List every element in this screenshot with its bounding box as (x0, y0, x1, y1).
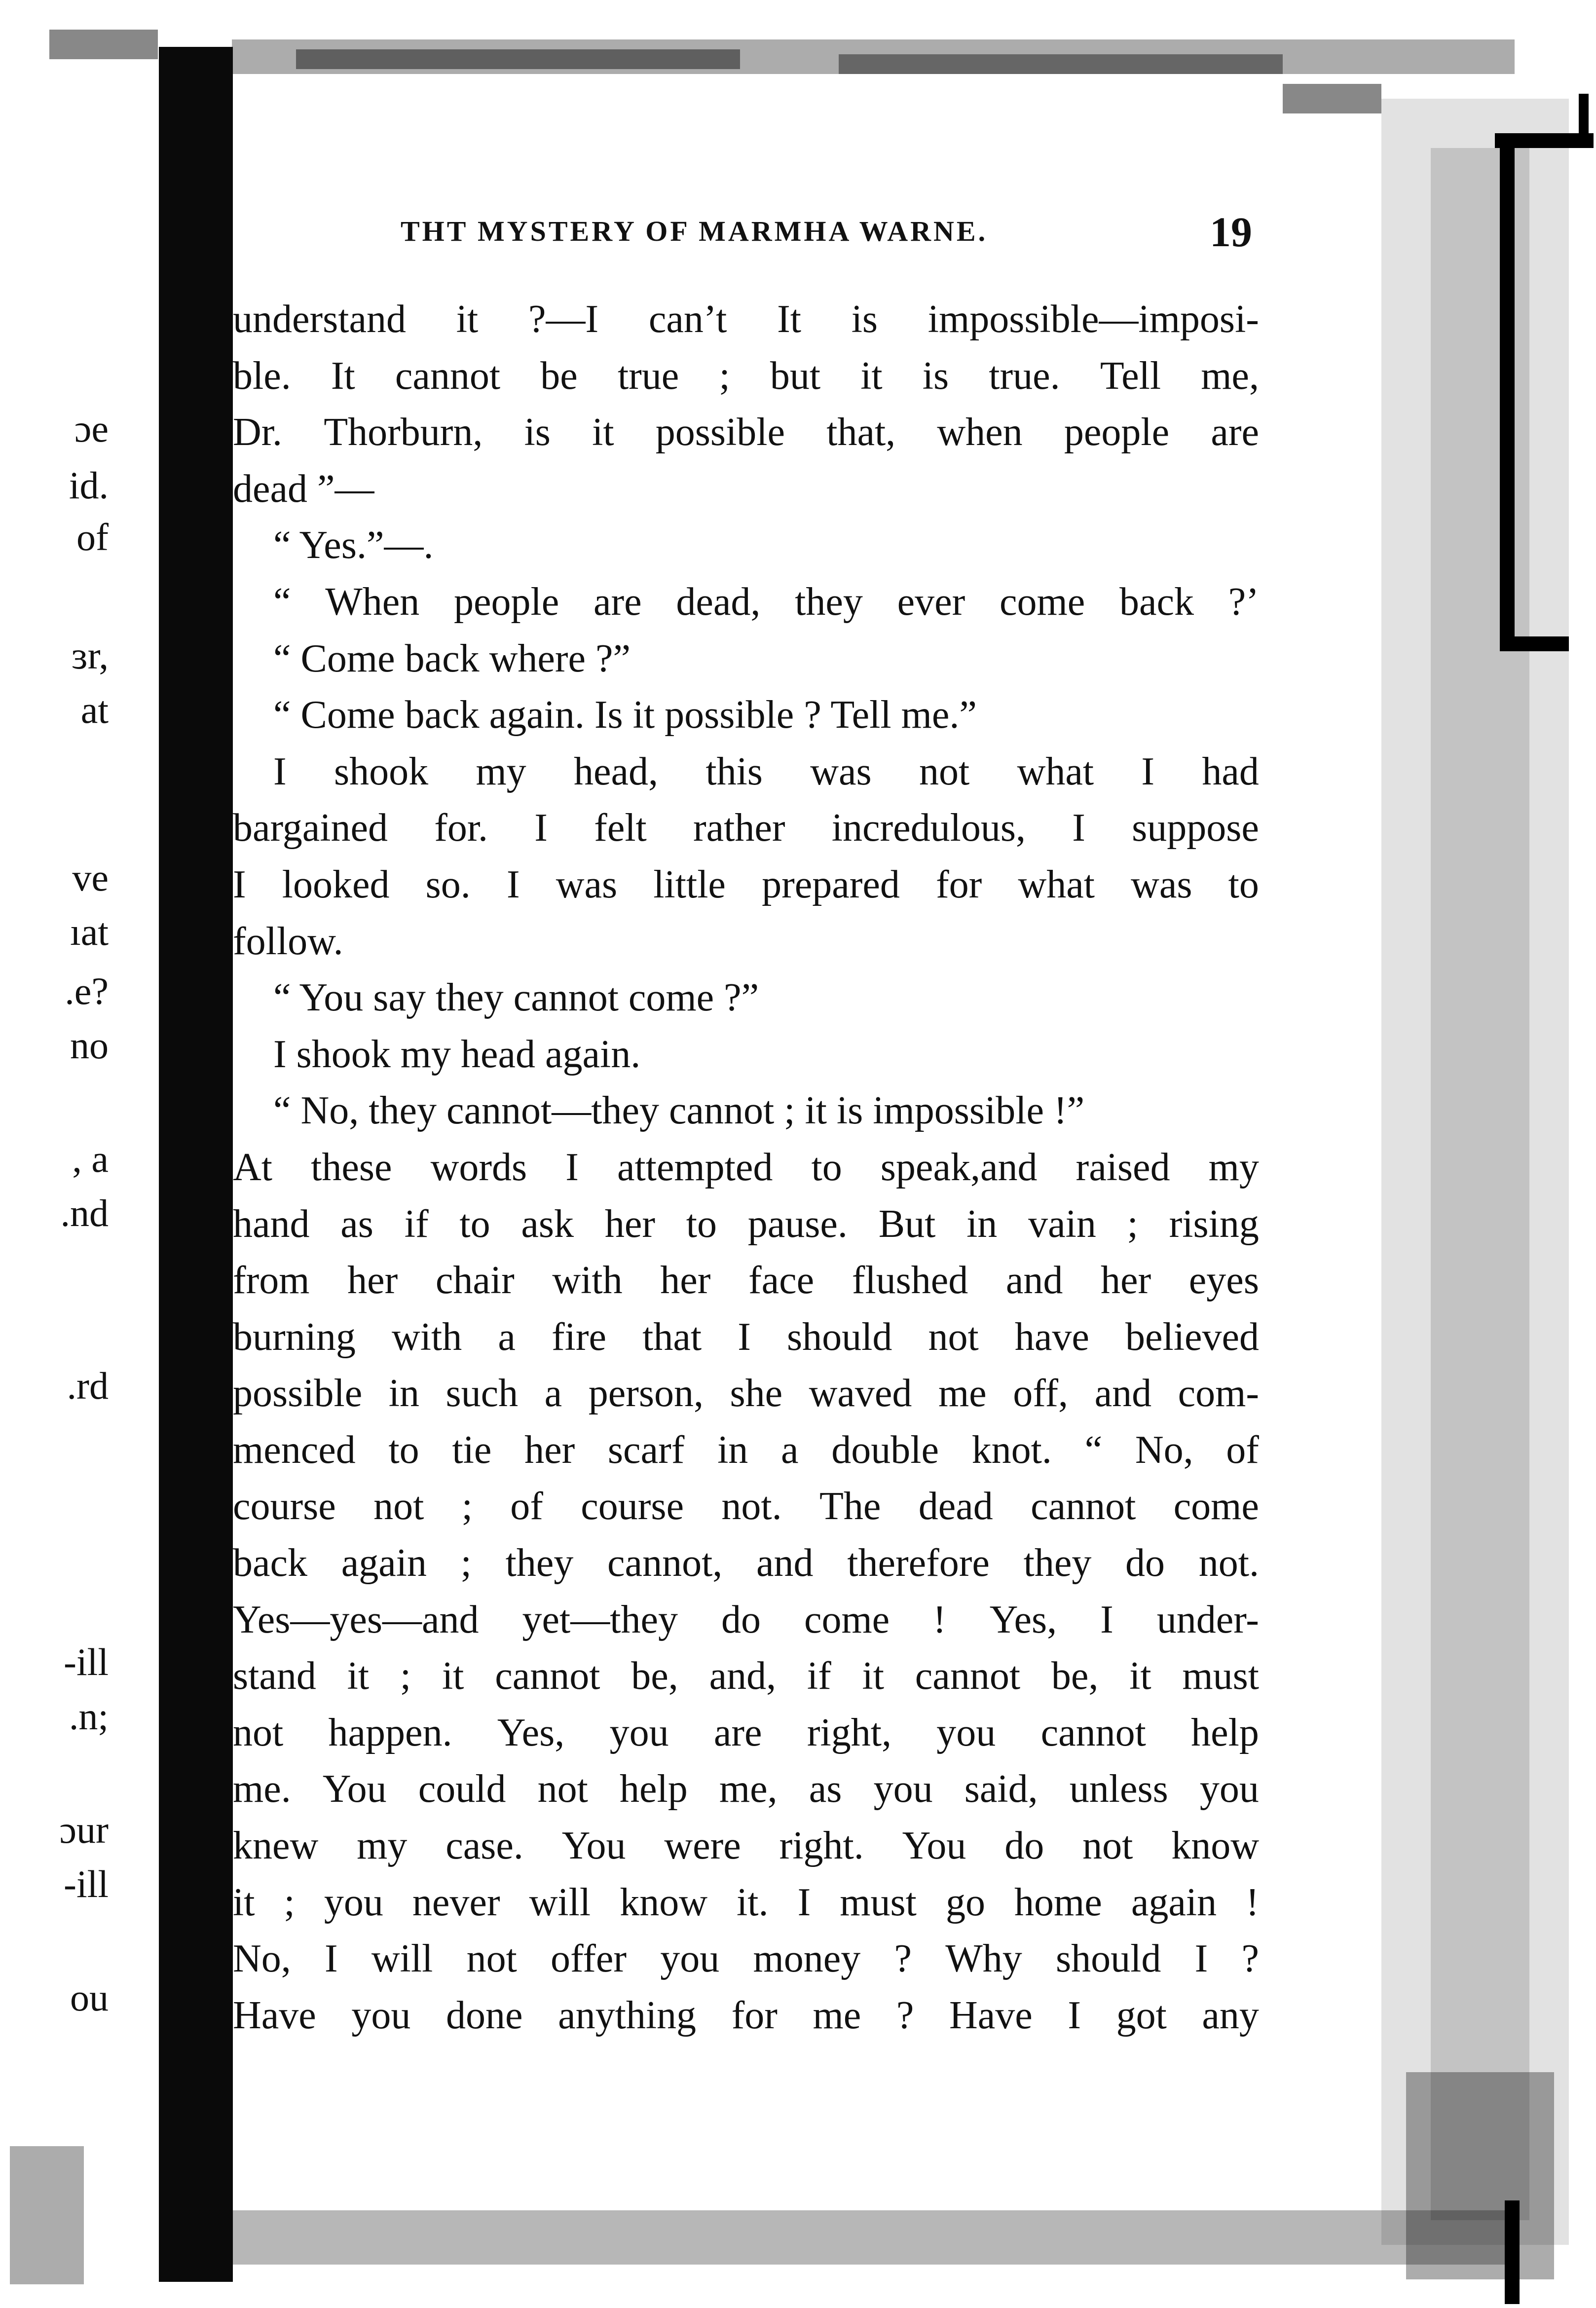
word: dead, (676, 580, 761, 624)
word: with (552, 1259, 623, 1303)
word: yet—they (522, 1598, 678, 1641)
word: Why (945, 1937, 1022, 1981)
word: ? (896, 1993, 914, 2037)
word: happen. (328, 1711, 452, 1754)
word: believed (1125, 1315, 1259, 1359)
word: ! (933, 1598, 946, 1641)
text-line: “ Come back where ?” (273, 636, 631, 680)
word: It (777, 298, 801, 341)
text-line (233, 1705, 1259, 1761)
word: “ (273, 580, 291, 624)
word: again (1131, 1880, 1217, 1924)
word: was (810, 749, 872, 793)
facing-fragment: .e? (65, 969, 109, 1012)
word: not (537, 1767, 588, 1811)
facing-fragment: of (76, 516, 109, 558)
book-page (233, 0, 1596, 2308)
word: her (604, 1202, 655, 1246)
word: but (770, 354, 821, 398)
word: can’t (648, 298, 727, 341)
word: are (713, 1711, 762, 1754)
word: ! (1246, 1880, 1259, 1924)
word: in (717, 1428, 748, 1472)
word: back (1119, 580, 1194, 624)
word: for (936, 862, 982, 906)
word: again (341, 1541, 427, 1585)
word: You (902, 1824, 966, 1868)
body-text (233, 291, 1259, 2044)
word: face (748, 1259, 815, 1303)
word: “ (1084, 1428, 1103, 1472)
facing-fragment: ou (70, 1976, 109, 2019)
word: so. (425, 862, 471, 906)
word: No, (233, 1937, 291, 1981)
word: and (1094, 1372, 1152, 1415)
word: me (938, 1372, 987, 1415)
word: possible (655, 410, 785, 454)
word: not (466, 1937, 517, 1981)
text-line (233, 1987, 1259, 2044)
word: you (609, 1711, 669, 1754)
word: offer (551, 1937, 627, 1981)
text-line: “ Yes.”—. (273, 523, 434, 567)
word: must (1182, 1654, 1259, 1698)
text-line: “ Come back again. Is it possible ? Tell me.” (273, 693, 977, 737)
edge-mark (1505, 2200, 1520, 2304)
word: people (1064, 410, 1170, 454)
word: be (540, 354, 578, 398)
word: Tell (1100, 354, 1161, 398)
word: possible (233, 1372, 363, 1415)
word: tie (452, 1428, 492, 1472)
word: know (1171, 1824, 1259, 1868)
word: not. (721, 1485, 782, 1528)
word: right. (779, 1824, 864, 1868)
word: her (1101, 1259, 1151, 1303)
text-line (233, 1535, 1259, 1592)
word: understand (233, 298, 407, 341)
word: she (730, 1372, 783, 1415)
word: a (498, 1315, 516, 1359)
word: true (617, 354, 679, 398)
word: these (311, 1145, 392, 1189)
word: cannot (1031, 1485, 1136, 1528)
word: money (753, 1937, 861, 1981)
word: they (1023, 1541, 1092, 1585)
word: Dr. (233, 410, 282, 454)
book-gutter (159, 47, 233, 2282)
facing-fragment: ɔe (74, 407, 109, 450)
word: ask (521, 1202, 574, 1246)
word: got (1116, 1993, 1167, 2037)
word: I (233, 862, 246, 906)
word: it (592, 410, 614, 454)
text-line: dead ”— (233, 467, 374, 511)
text-line (233, 1309, 1259, 1366)
word: is (524, 410, 551, 454)
facing-fragment: -ill (64, 1862, 109, 1905)
word: be, (631, 1654, 678, 1698)
word: come (999, 580, 1085, 624)
word: ever (897, 580, 965, 624)
word: any (1202, 1993, 1259, 2037)
word: case. (445, 1824, 523, 1868)
word: if (807, 1654, 831, 1698)
facing-page-fragments (0, 0, 158, 2308)
word: in (966, 1202, 998, 1246)
word: it. (737, 1880, 769, 1924)
text-line (233, 1252, 1259, 1309)
word: must (840, 1880, 917, 1924)
word: come (1173, 1485, 1259, 1528)
word: my (1208, 1145, 1259, 1189)
word: it (1129, 1654, 1151, 1698)
word: I (738, 1315, 751, 1359)
word: cannot (1040, 1711, 1146, 1754)
word: I (797, 1880, 811, 1924)
word: do (1125, 1541, 1165, 1585)
text-line (233, 1592, 1259, 1648)
facing-fragment: at (80, 688, 109, 731)
word: they (505, 1541, 574, 1585)
word: is (922, 354, 949, 398)
word: do (1004, 1824, 1044, 1868)
word: and, (709, 1654, 777, 1698)
word: double (831, 1428, 939, 1472)
word: me, (1201, 354, 1259, 398)
word: ? (894, 1937, 912, 1981)
word: attempted (617, 1145, 773, 1189)
word: it (456, 298, 479, 341)
word: shook (334, 749, 429, 793)
word: to (459, 1202, 490, 1246)
word: me (813, 1993, 861, 2037)
word: dead (918, 1485, 993, 1528)
word: it (347, 1654, 370, 1698)
word: come (804, 1598, 890, 1641)
running-title: THT MYSTERY OF MARMHA WARNE. (401, 215, 988, 247)
word: At (233, 1145, 272, 1189)
word: will (371, 1937, 433, 1981)
text-line (233, 1931, 1259, 1987)
word: I (565, 1145, 579, 1189)
word: be, (1051, 1654, 1099, 1698)
word: if (404, 1202, 429, 1246)
word: to (811, 1145, 842, 1189)
edge-mark (1579, 94, 1589, 138)
text-line (233, 1648, 1259, 1705)
edge-mark (1500, 636, 1569, 651)
word: I (273, 749, 287, 793)
word: under- (1156, 1598, 1259, 1641)
word: menced (233, 1428, 356, 1472)
word: me, (719, 1767, 778, 1811)
word: words (430, 1145, 527, 1189)
facing-fragment: ɔur (59, 1808, 109, 1851)
word: suppose (1132, 806, 1259, 850)
word: to (686, 1202, 717, 1246)
text-line (233, 1761, 1259, 1818)
word: cannot (395, 354, 501, 398)
word: bargained (233, 806, 388, 850)
word: right, (807, 1711, 891, 1754)
word: waved (809, 1372, 912, 1415)
facing-fragment: id. (69, 464, 109, 507)
word: ; (461, 1485, 473, 1528)
word: fire (552, 1315, 607, 1359)
word: of (1226, 1428, 1259, 1472)
word: you (324, 1880, 383, 1924)
word: speak,and (880, 1145, 1038, 1189)
word: it (860, 354, 883, 398)
word: and (1005, 1259, 1063, 1303)
word: rather (693, 806, 785, 850)
word: rising (1169, 1202, 1259, 1246)
text-line: follow. (233, 919, 343, 963)
word: It (331, 354, 355, 398)
facing-fragment: ve (72, 856, 109, 899)
word: Have (949, 1993, 1033, 2037)
text-line (233, 574, 1259, 631)
word: Yes, (497, 1711, 565, 1754)
text-line (233, 291, 1259, 348)
word: ?’ (1228, 580, 1259, 624)
running-header (233, 207, 1535, 261)
word: are (1211, 410, 1259, 454)
text-line: “ You say they cannot come ?” (273, 976, 759, 1020)
facing-fragment: , a (72, 1137, 109, 1180)
word: ?—I (528, 298, 599, 341)
word: hand (233, 1202, 310, 1246)
word: back (233, 1541, 308, 1585)
word: You (561, 1824, 626, 1868)
word: of (510, 1485, 543, 1528)
word: No, (1135, 1428, 1193, 1472)
word: know (620, 1880, 707, 1924)
word: should (787, 1315, 892, 1359)
text-line (233, 744, 1259, 800)
word: person, (588, 1372, 704, 1415)
facing-fragment: .rd (67, 1364, 109, 1407)
word: little (653, 862, 726, 906)
word: for. (434, 806, 488, 850)
word: people (454, 580, 559, 624)
text-line (233, 1818, 1259, 1874)
word: I (1072, 806, 1085, 850)
word: this (705, 749, 763, 793)
word: Yes—yes—and (233, 1598, 479, 1641)
word: cannot, (607, 1541, 723, 1585)
word: me. (233, 1767, 291, 1811)
text-line (233, 800, 1259, 856)
facing-fragment: -ill (64, 1640, 109, 1683)
word: prepared (762, 862, 900, 906)
facing-fragment: .nd (60, 1191, 109, 1234)
word: ? (1241, 1937, 1259, 1981)
word: to (388, 1428, 419, 1472)
word: as (340, 1202, 373, 1246)
word: they (795, 580, 863, 624)
word: felt (594, 806, 647, 850)
word: was (556, 862, 618, 906)
word: her (347, 1259, 398, 1303)
word: course (233, 1485, 336, 1528)
text-line (233, 1139, 1259, 1196)
word: that, (826, 410, 896, 454)
word: true. (989, 354, 1060, 398)
word: ble. (233, 354, 291, 398)
word: scarf (607, 1428, 685, 1472)
word: vain (1028, 1202, 1096, 1246)
word: pause. (747, 1202, 848, 1246)
word: not (928, 1315, 979, 1359)
word: not. (1198, 1541, 1259, 1585)
word: was (1131, 862, 1192, 906)
word: impossible—imposi- (928, 298, 1259, 341)
text-line (233, 404, 1259, 461)
text-line (233, 856, 1259, 913)
word: Yes, (989, 1598, 1057, 1641)
word: unless (1069, 1767, 1168, 1811)
word: anything (558, 1993, 697, 2037)
text-line: I shook my head again. (273, 1032, 641, 1076)
word: should (1055, 1937, 1161, 1981)
word: chair (435, 1259, 515, 1303)
word: flushed (852, 1259, 968, 1303)
word: com- (1178, 1372, 1259, 1415)
word: you (660, 1937, 720, 1981)
word: not (919, 749, 970, 793)
word: do (721, 1598, 761, 1641)
word: her (524, 1428, 575, 1472)
word: ; (400, 1654, 411, 1698)
word: off, (1013, 1372, 1069, 1415)
word: said, (964, 1767, 1038, 1811)
word: it (442, 1654, 464, 1698)
word: never (412, 1880, 500, 1924)
word: will (529, 1880, 591, 1924)
word: cannot (915, 1654, 1021, 1698)
word: is (851, 298, 878, 341)
word: for (731, 1993, 778, 2037)
word: her (660, 1259, 711, 1303)
word: done (445, 1993, 523, 2037)
word: in (388, 1372, 419, 1415)
word: therefore (847, 1541, 990, 1585)
word: knew (233, 1824, 319, 1868)
word: not (233, 1711, 284, 1754)
facing-fragment: .n; (69, 1695, 109, 1738)
facing-fragment: ɜr, (71, 634, 109, 677)
word: from (233, 1259, 310, 1303)
word: I (325, 1937, 338, 1981)
word: not (1082, 1824, 1133, 1868)
word: ; (460, 1541, 472, 1585)
word: go (945, 1880, 985, 1924)
word: ; (1127, 1202, 1138, 1246)
word: I (506, 862, 520, 906)
word: when (937, 410, 1023, 454)
word: what (1017, 749, 1094, 793)
text-line (233, 1365, 1259, 1422)
word: to (1228, 862, 1259, 906)
word: and (756, 1541, 814, 1585)
word: could (418, 1767, 506, 1811)
word: I (1068, 1993, 1081, 2037)
word: I (1194, 1937, 1208, 1981)
word: Have (233, 1993, 316, 2037)
text-line (233, 1874, 1259, 1931)
word: have (1014, 1315, 1089, 1359)
word: I (534, 806, 548, 850)
facing-fragment: ıat (70, 910, 109, 953)
word: eyes (1188, 1259, 1259, 1303)
edge-mark (1500, 133, 1515, 651)
word: were (664, 1824, 741, 1868)
word: a (544, 1372, 562, 1415)
text-line (233, 1196, 1259, 1253)
word: you (873, 1767, 933, 1811)
word: not (373, 1485, 424, 1528)
word: But (878, 1202, 936, 1246)
word: you (351, 1993, 411, 2037)
word: with (392, 1315, 462, 1359)
word: looked (282, 862, 390, 906)
word: The (819, 1485, 881, 1528)
facing-fragment: no (70, 1024, 109, 1067)
word: knot. (971, 1428, 1052, 1472)
word: cannot (495, 1654, 600, 1698)
word: head, (574, 749, 659, 793)
word: my (476, 749, 526, 793)
text-line: “ No, they cannot—they cannot ; it is impossible !” (273, 1089, 1085, 1133)
word: raised (1076, 1145, 1170, 1189)
word: I (1141, 749, 1155, 793)
word: ; (284, 1880, 295, 1924)
word: You (322, 1767, 387, 1811)
word: it (233, 1880, 255, 1924)
word: as (809, 1767, 842, 1811)
word: had (1202, 749, 1259, 793)
word: you (936, 1711, 996, 1754)
word: you (1199, 1767, 1259, 1811)
text-line (233, 1422, 1259, 1479)
word: ; (719, 354, 730, 398)
word: a (781, 1428, 799, 1472)
word: are (593, 580, 642, 624)
word: When (325, 580, 420, 624)
word: incredulous, (831, 806, 1026, 850)
page-number: 19 (1210, 208, 1252, 256)
word: my (357, 1824, 408, 1868)
word: help (1191, 1711, 1259, 1754)
text-line (233, 1478, 1259, 1535)
word: that (642, 1315, 702, 1359)
word: burning (233, 1315, 356, 1359)
word: home (1014, 1880, 1102, 1924)
word: such (445, 1372, 519, 1415)
word: course (581, 1485, 684, 1528)
text-line (233, 348, 1259, 405)
word: Thorburn, (324, 410, 483, 454)
word: it (862, 1654, 884, 1698)
word: what (1018, 862, 1095, 906)
word: I (1100, 1598, 1113, 1641)
word: stand (233, 1654, 316, 1698)
word: help (620, 1767, 688, 1811)
